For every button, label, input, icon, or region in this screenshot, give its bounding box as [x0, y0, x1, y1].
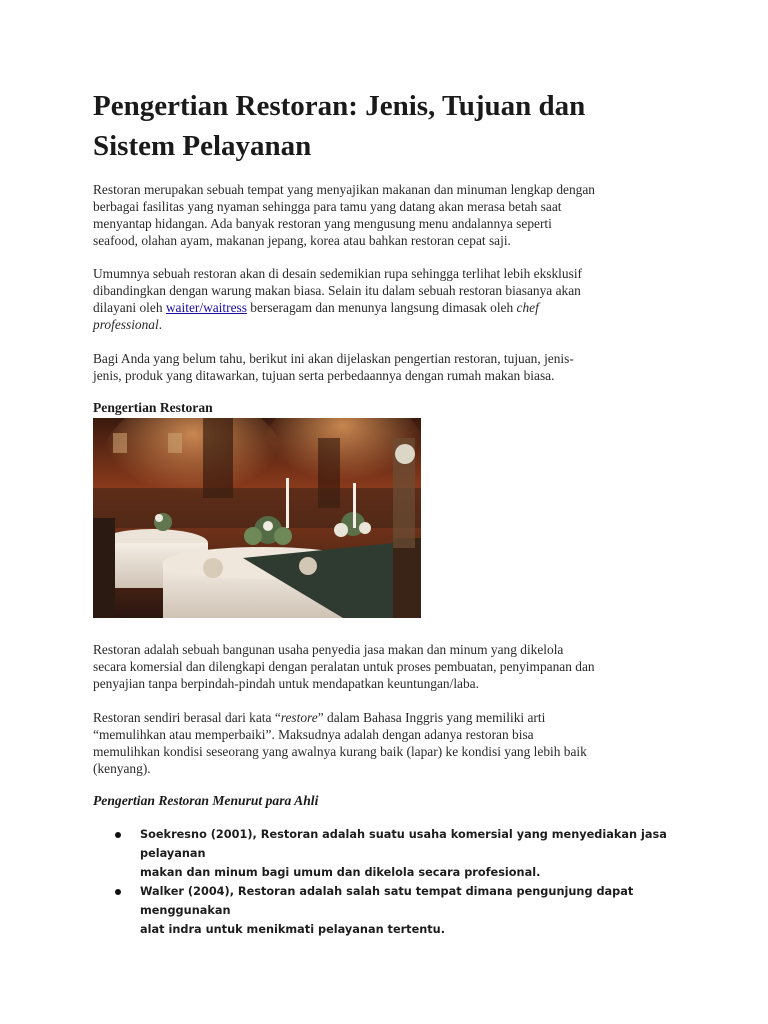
section-heading-ahli: Pengertian Restoran Menurut para Ahli	[93, 793, 319, 808]
list-item	[115, 882, 675, 939]
expert-definition: alat indra untuk menikmati pelayanan tertentu.	[140, 923, 446, 936]
p5-line: (kenyang).	[93, 761, 151, 776]
expert-name: Walker (2004),	[140, 885, 234, 898]
experts-list	[115, 825, 675, 939]
title-line-1: Pengertian Restoran: Jenis, Tujuan dan	[93, 90, 586, 122]
list-item	[115, 825, 675, 882]
section-heading-pengertian: Pengertian Restoran	[93, 400, 213, 415]
p2-text: berseragam dan menunya langsung dimasak oleh	[246, 300, 517, 315]
design-paragraph	[93, 265, 683, 333]
p1-line: menyantap hidangan. Ada banyak restoran yang mengusung menu andalannya seperti	[93, 216, 552, 231]
overview-paragraph	[93, 350, 683, 384]
p2-line-4	[93, 317, 162, 332]
p2-line: dibandingkan dengan warung makan biasa. Selain itu dalam sebuah restoran biasanya akan	[93, 283, 581, 298]
restaurant-photo-illustration	[93, 418, 421, 618]
bullet-icon	[115, 889, 121, 895]
bullet-icon	[115, 832, 121, 838]
expert-definition: Restoran adalah suatu usaha komersial yang menyediakan jasa pelayanan	[140, 828, 667, 860]
restaurant-photo	[93, 418, 421, 618]
p2-text: dilayani oleh	[93, 300, 166, 315]
intro-paragraph	[93, 181, 683, 249]
p4-line: penyajian tanpa berpindah-pindah untuk mendapatkan keuntungan/laba.	[93, 676, 479, 691]
p1-line: seafood, olahan ayam, makanan jepang, korea atau bahkan restoran cepat saji.	[93, 233, 511, 248]
p2-period: .	[158, 317, 163, 332]
professional-italic: professional	[93, 317, 159, 332]
restore-italic: restore	[280, 710, 318, 725]
p3-line: jenis, produk yang ditawarkan, tujuan serta perbedaannya dengan rumah makan biasa.	[93, 368, 555, 383]
p5-text: Restoran sendiri berasal dari kata “	[93, 710, 281, 725]
p2-line: Umumnya sebuah restoran akan di desain sedemikian rupa sehingga terlihat lebih eksklusif	[93, 266, 582, 281]
chef-italic: chef	[516, 300, 539, 315]
title-line-2: Sistem Pelayanan	[93, 130, 312, 162]
definition-paragraph	[93, 641, 683, 692]
p1-line: Restoran merupakan sebuah tempat yang menyajikan makanan dan minuman lengkap dengan	[93, 182, 595, 197]
p1-line: berbagai fasilitas yang nyaman sehingga para tamu yang datang akan merasa betah saat	[93, 199, 562, 214]
p4-line: Restoran adalah sebuah bangunan usaha penyedia jasa makan dan minum yang dikelola	[93, 642, 564, 657]
expert-definition: makan dan minum bagi umum dan dikelola secara profesional.	[140, 866, 541, 879]
p5-line-1	[93, 710, 545, 725]
p2-line-3	[93, 300, 539, 315]
p5-text: ” dalam Bahasa Inggris yang memiliki arti	[317, 710, 546, 725]
waiter-link[interactable]: waiter/waitress	[165, 300, 247, 315]
p5-line: memulihkan kondisi seseorang yang awalnya kurang baik (lapar) ke kondisi yang lebih baik	[93, 744, 587, 759]
etymology-paragraph	[93, 709, 683, 777]
article-title	[93, 86, 693, 166]
expert-name: Soekresno (2001),	[140, 828, 257, 841]
p3-line: Bagi Anda yang belum tahu, berikut ini akan dijelaskan pengertian restoran, tujuan, jenis-	[93, 351, 574, 366]
p5-line: “memulihkan atau memperbaiki”. Maksudnya adalah dengan adanya restoran bisa	[93, 727, 534, 742]
expert-definition: Restoran adalah salah satu tempat dimana pengunjung dapat menggunakan	[140, 885, 634, 917]
p4-line: secara komersial dan dilengkapi dengan peralatan untuk proses pembuatan, penyimpanan dan	[93, 659, 595, 674]
